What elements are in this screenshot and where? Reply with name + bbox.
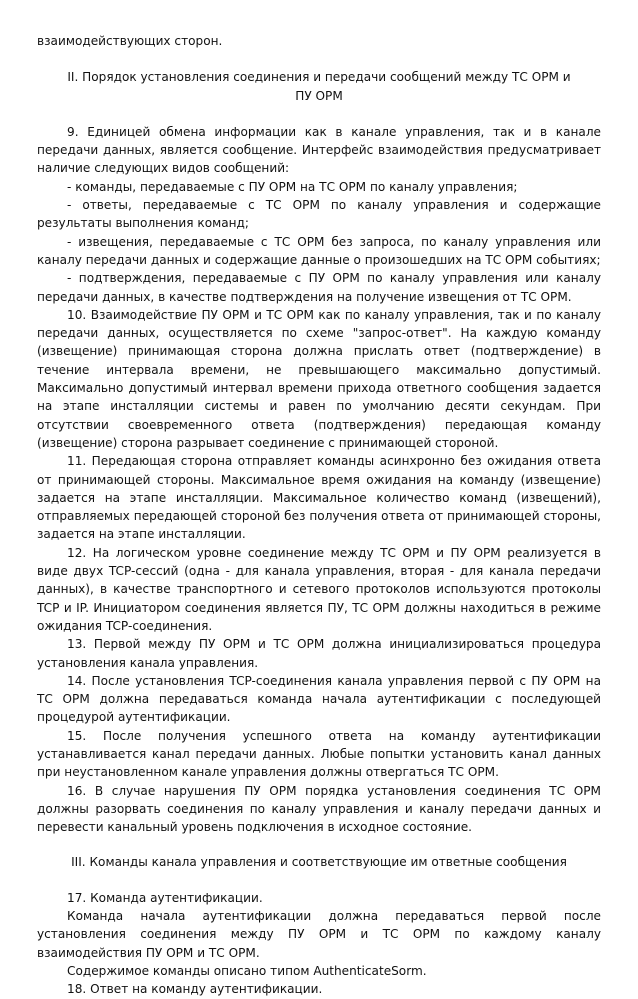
paragraph-12: 12. На логическом уровне соединение между ТС ОРМ и ПУ ОРМ реализуется в виде двух TCP-сессий (одна - для канала управления, вторая - для канала передачи данных), в качестве транспортного и сетевого протоколов используются протоколы TCP и IP. Инициатором соединения является ПУ, ТС ОРМ должны находиться в режиме ожидания TCP-соединения. — [37, 545, 601, 633]
paragraph-18: 18. Ответ на команду аутентификации. — [67, 982, 323, 997]
section-heading-iii: III. Команды канала управления и соответствующие им ответные сообщения — [71, 855, 567, 870]
list-item-confirmations: - подтверждения, передаваемые с ПУ ОРМ по каналу управления или каналу передачи данных, в качестве подтверждения на получение извещения от ТС ОРМ. — [37, 271, 601, 304]
list-item-responses: - ответы, передаваемые с ТС ОРМ по каналу управления и содержащие результаты выполнения команд; — [37, 198, 601, 231]
paragraph-9: 9. Единицей обмена информации как в канале управления, так и в канале передачи данных, является сообщение. Интерфейс взаимодействия предусматривает наличие следующих видов сообщений: — [37, 124, 601, 176]
paragraph-17-body: Команда начала аутентификации должна передаваться первой после установления соединения между ПУ ОРМ и ТС ОРМ по каждому каналу взаимодействия ПУ ОРМ и ТС ОРМ. — [37, 909, 601, 960]
paragraph-14: 14. После установления TCP-соединения канала управления первой с ПУ ОРМ на ТС ОРМ должна передаваться команда начала аутентификации с последующей процедурой аутентификации. — [37, 673, 601, 725]
paragraph-13: 13. Первой между ПУ ОРМ и ТС ОРМ должна инициализироваться процедура установления канала управления. — [37, 637, 601, 670]
paragraph-17-content: Содержимое команды описано типом AuthenticateSorm. — [67, 963, 427, 978]
paragraph-10: 10. Взаимодействие ПУ ОРМ и ТС ОРМ как по каналу управления, так и по каналу передачи данных, осуществляется по схеме "запрос-ответ". На каждую команду (извещение) принимающая сторона должна прислать ответ (подтверждение) в течение интервала времени, не превышающего максимально допустимый. Максимально допустимый интервал времени прихода ответного сообщения задается на этапе инсталляции системы и равен по умолчанию десяти секундам. При отсутствии своевременного ответа (подтверждения) передающая команду (извещение) сторона разрывает соединение с принимающей стороной. — [37, 307, 601, 450]
paragraph-17: 17. Команда аутентификации. — [67, 890, 263, 905]
paragraph-continuation: взаимодействующих сторон. — [37, 34, 223, 48]
section-heading-ii: II. Порядок установления соединения и передачи сообщений между ТС ОРМ и ПУ ОРМ — [67, 70, 571, 103]
paragraph-15: 15. После получения успешного ответа на команду аутентификации устанавливается канал передачи данных. Любые попытки установить канал данных при неустановленном канале управления должны отвергаться ТС ОРМ. — [37, 728, 601, 780]
paragraph-11: 11. Передающая сторона отправляет команды асинхронно без ожидания ответа от принимающей стороны. Максимальное время ожидания на команду (извещение) задается на этапе инсталляции. Максимальное количество команд (извещений), отправляемых передающей стороной без получения ответа от принимающей стороны, задается на этапе инсталляции. — [37, 454, 601, 542]
paragraph-16: 16. В случае нарушения ПУ ОРМ порядка установления соединения ТС ОРМ должны разорвать соединения по каналу управления и каналу передачи данных и перевести канальный уровень подключения в исходное состояние. — [37, 783, 601, 835]
list-item-commands: - команды, передаваемые с ПУ ОРМ на ТС ОРМ по каналу управления; — [67, 179, 518, 194]
list-item-notifications: - извещения, передаваемые с ТС ОРМ без запроса, по каналу управления или каналу передачи данных и содержащие данные о произошедших на ТС ОРМ событиях; — [37, 234, 601, 267]
